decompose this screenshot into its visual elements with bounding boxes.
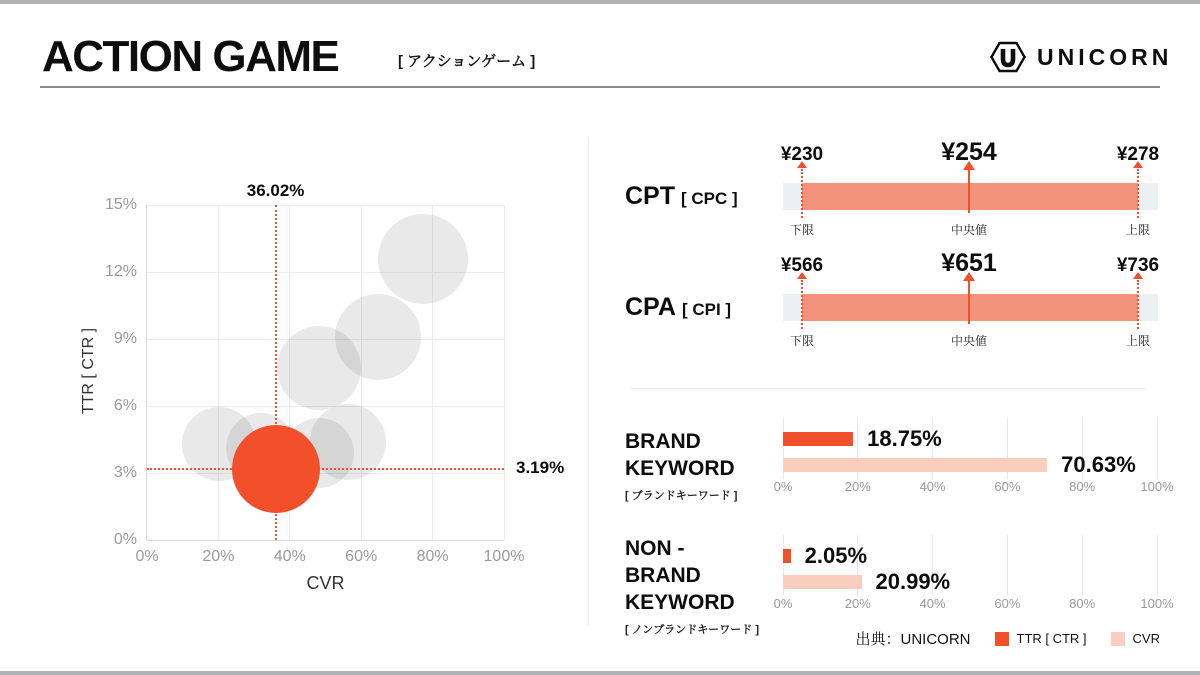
upper-dotted-line	[1137, 280, 1139, 329]
label-line: KEYWORD	[625, 457, 735, 480]
page-title: ACTION GAME	[42, 32, 339, 81]
lower-dotted-line	[801, 169, 803, 218]
nonbrand-keyword-label	[625, 535, 759, 637]
gridline-vertical	[218, 205, 219, 540]
x-tick-label: 80%	[1069, 479, 1096, 494]
bubble-gray	[378, 214, 468, 304]
cpa-range-fill	[802, 294, 1138, 321]
label-line: NON -	[625, 537, 685, 560]
x-tick-label: 60%	[345, 548, 378, 565]
y-tick-label: 15%	[104, 196, 137, 213]
gridline-horizontal	[147, 205, 504, 206]
x-tick-label: 80%	[1069, 596, 1096, 611]
bar-cvr	[783, 458, 1047, 472]
cpt-upper-caption: 上限	[1125, 223, 1150, 237]
brand-keyword-label	[625, 428, 737, 503]
gridline-vertical	[504, 205, 505, 540]
y-tick-label: 6%	[113, 397, 137, 414]
brand-keyword-sublabel: [ ブランドキーワード ]	[625, 490, 738, 502]
brand-keyword-chart	[773, 415, 1174, 499]
median-arrow-icon	[963, 272, 975, 281]
y-axis-title: TTR [ CTR ]	[80, 327, 97, 415]
x-tick-label: 0%	[773, 596, 793, 611]
label-line: BRAND	[625, 564, 701, 587]
x-tick-label: 80%	[416, 548, 449, 565]
legend-label-ttr: TTR [ CTR ]	[1016, 631, 1087, 646]
x-tick-label: 40%	[273, 548, 306, 565]
cpa-upper-value: ¥736	[1116, 255, 1160, 276]
gridline-vertical	[1157, 418, 1158, 479]
bar-value-label: 2.05%	[804, 543, 868, 568]
cpt-label	[625, 182, 738, 211]
cpt-lower-caption: 下限	[789, 223, 814, 237]
upper-dotted-line	[1137, 169, 1139, 218]
upper-arrow-icon	[1133, 272, 1143, 279]
bar-ttr	[783, 549, 791, 563]
y-tick-label: 0%	[113, 531, 137, 548]
cpt-upper-value: ¥278	[1116, 144, 1160, 165]
nonbrand-keyword-sublabel: [ ノンブランドキーワード ]	[625, 624, 759, 636]
unicorn-logo	[990, 41, 1172, 73]
unicorn-hexagon-icon	[990, 41, 1026, 73]
source-text: 出典：UNICORN	[855, 631, 971, 648]
x-tick-label: 60%	[994, 596, 1021, 611]
y-tick-label: 12%	[104, 263, 137, 280]
label-line: BRAND	[625, 430, 701, 453]
unicorn-logo-text: UNICORN	[1037, 43, 1173, 70]
lower-arrow-icon	[797, 161, 807, 168]
crosshair-x-value: 36.02%	[246, 181, 305, 200]
bar-value-label: 20.99%	[875, 569, 951, 594]
bar-value-label: 18.75%	[867, 426, 942, 451]
bubble-highlight	[232, 425, 320, 513]
cpt-lower-value: ¥230	[780, 144, 824, 165]
median-line	[968, 281, 970, 324]
median-arrow-icon	[963, 161, 975, 170]
gridline-vertical	[1007, 535, 1008, 596]
legend-swatch-cvr	[1111, 632, 1125, 646]
y-tick-label: 9%	[113, 330, 137, 347]
cpa-range-section	[600, 249, 1185, 358]
cpt-range-section	[600, 138, 1185, 247]
cpt-title: CPT	[625, 182, 675, 210]
x-tick-label: 60%	[994, 479, 1021, 494]
bar-ttr	[783, 432, 853, 446]
x-tick-label: 40%	[919, 479, 946, 494]
bar-value-label: 70.63%	[1061, 452, 1136, 477]
legend-swatch-ttr	[995, 632, 1009, 646]
header-divider	[40, 86, 1160, 88]
cpa-lower-caption: 下限	[789, 334, 814, 348]
label-line: KEYWORD	[625, 591, 735, 614]
x-tick-label: 100%	[1140, 479, 1174, 494]
legend	[856, 628, 1161, 649]
bar-cvr	[783, 575, 862, 589]
cpa-subtitle: [ CPI ]	[681, 300, 732, 319]
x-tick-label: 20%	[202, 548, 235, 565]
median-line	[968, 170, 970, 213]
x-tick-label: 20%	[844, 479, 871, 494]
cpt-median-value: ¥254	[941, 138, 997, 166]
cpa-median-caption: 中央値	[950, 334, 987, 348]
y-tick-label: 3%	[113, 464, 137, 481]
legend-item-cvr	[1111, 631, 1160, 646]
bubble-gray	[335, 294, 421, 380]
bottom-edge-bar	[0, 671, 1200, 675]
legend-label-cvr: CVR	[1132, 631, 1160, 646]
legend-item-ttr	[995, 631, 1087, 646]
cpa-upper-caption: 上限	[1125, 334, 1150, 348]
crosshair-horizontal-line	[147, 468, 504, 470]
x-tick-label: 40%	[919, 596, 946, 611]
cpa-median-value: ¥651	[941, 249, 997, 277]
gridline-vertical	[1082, 535, 1083, 596]
brand-keyword-section	[600, 415, 1185, 520]
x-tick-label: 0%	[773, 479, 793, 494]
cpa-title: CPA	[625, 293, 676, 321]
x-tick-label: 20%	[844, 596, 871, 611]
x-tick-label: 0%	[135, 548, 159, 565]
bubble-plot	[80, 181, 565, 593]
cpt-median-caption: 中央値	[950, 223, 987, 237]
cpa-label	[625, 293, 731, 322]
page-subtitle: [ アクションゲーム ]	[398, 53, 536, 70]
top-edge-bar	[0, 0, 1200, 4]
gridline-vertical	[1157, 535, 1158, 596]
lower-dotted-line	[801, 280, 803, 329]
cpt-range-fill	[802, 183, 1138, 210]
nonbrand-keyword-chart	[773, 532, 1174, 616]
upper-arrow-icon	[1133, 161, 1143, 168]
vertical-divider	[588, 138, 589, 625]
x-tick-label: 100%	[1140, 596, 1174, 611]
cpa-lower-value: ¥566	[780, 255, 824, 276]
nonbrand-keyword-section	[600, 532, 1185, 637]
crosshair-y-value: 3.19%	[516, 457, 565, 477]
x-axis-title: CVR	[306, 573, 345, 593]
horizontal-divider	[630, 388, 1147, 389]
lower-arrow-icon	[797, 272, 807, 279]
cpt-subtitle: [ CPC ]	[681, 189, 738, 208]
x-tick-label: 100%	[483, 548, 525, 565]
